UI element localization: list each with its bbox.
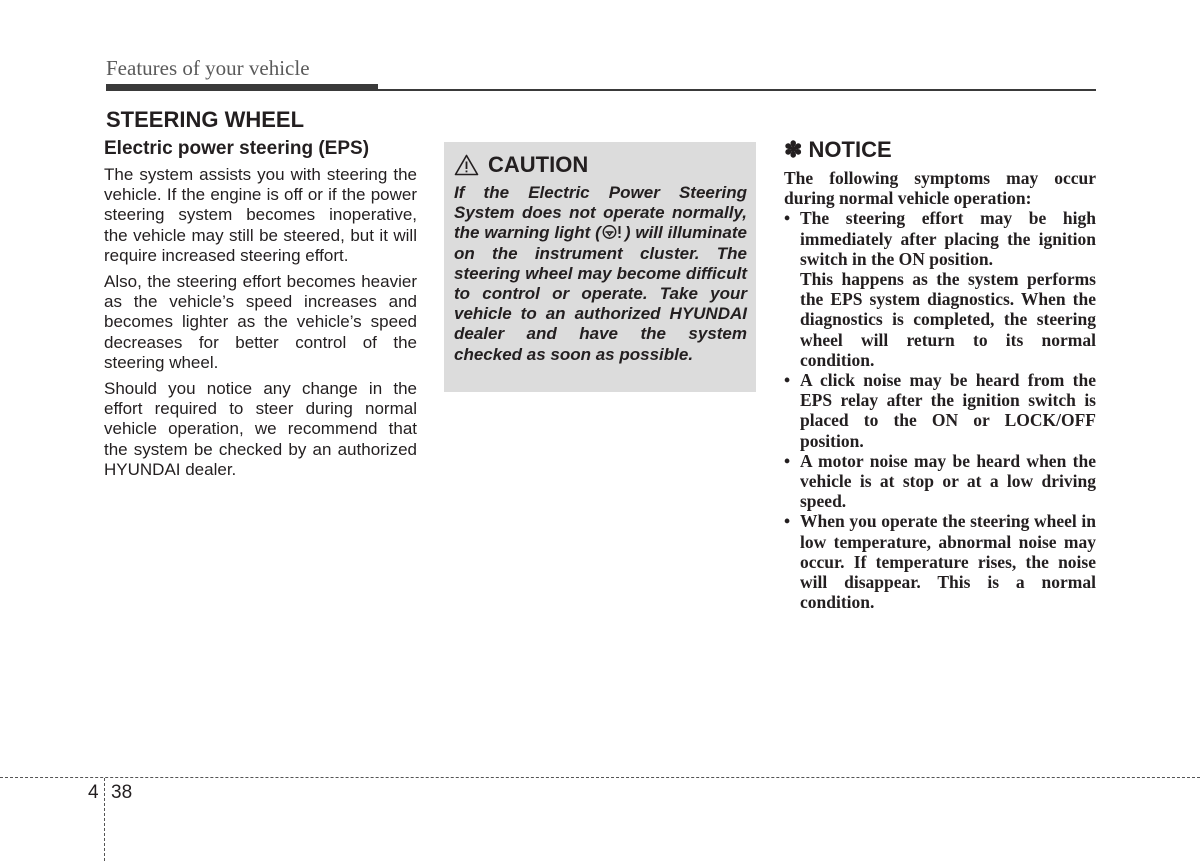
bullet: •	[784, 208, 791, 229]
notice-intro: The following symptoms may occur during normal vehicle operation:	[784, 168, 1096, 209]
notice-item-text: A motor noise may be heard when the vehicle is at stop or at a low driving speed.	[800, 450, 1096, 512]
page-number: 38	[111, 782, 133, 803]
eps-column	[104, 138, 417, 486]
eps-paragraph: Should you notice any change in the effort required to steer during normal vehicle operation, we recommend that the system be checked by an authorized HYUNDAI dealer.	[104, 379, 417, 479]
notice-list	[784, 208, 1096, 612]
caution-text	[454, 183, 747, 365]
notice-title: ✽ NOTICE	[784, 137, 892, 162]
notice-item	[784, 511, 1096, 612]
notice-section	[784, 137, 1096, 612]
caution-text-before: If the Electric Power Steering System does not operate normally, the warning light (	[454, 183, 747, 243]
footer-divider	[0, 777, 1200, 778]
notice-item-text: A click noise may be heard from the EPS relay after the ignition switch is placed to the ON or LOCK/OFF position.	[800, 370, 1096, 451]
chapter-number: 4	[88, 782, 99, 803]
notice-item	[784, 208, 1096, 370]
bullet: •	[784, 511, 791, 532]
eps-heading: Electric power steering (EPS)	[104, 138, 370, 159]
notice-item-text: The steering effort may be high immediately after placing the ignition switch in the ON position.	[800, 208, 1096, 269]
caution-text-after: ) will illuminate on the instrument cluster. The steering wheel may become difficult to control or operate. Take your vehicle to an authorized HYUNDAI dealer and have the system checked as soon as possible.	[454, 223, 747, 364]
section-title: STEERING WHEEL	[106, 107, 305, 132]
header-title: Features of your vehicle	[106, 56, 310, 80]
caution-box	[444, 142, 756, 392]
eps-paragraph: Also, the steering effort becomes heavier as the vehicle’s speed increases and becomes lighter as the vehicle’s speed decreases for better control of the steering wheel.	[104, 272, 417, 372]
footer-vertical-divider	[104, 778, 105, 861]
notice-item-text: When you operate the steering wheel in low temperature, abnormal noise may occur. If temperature rises, the noise will disappear. This is a normal condition.	[800, 511, 1096, 613]
caution-title: CAUTION	[488, 152, 589, 177]
warning-triangle-icon	[454, 154, 479, 176]
header-rule-accent	[106, 84, 378, 91]
caution-heading	[454, 151, 747, 179]
notice-item-text: This happens as the system performs the EPS system diagnostics. When the diagnostics is completed, the steering wheel will return to its normal condition.	[800, 269, 1096, 370]
eps-paragraph: The system assists you with steering the vehicle. If the engine is off or if the power steering system becomes inoperative, the vehicle may still be steered, but it will require increased steering effort.	[104, 165, 417, 265]
bullet: •	[784, 370, 791, 391]
notice-item	[784, 370, 1096, 451]
bullet: •	[784, 450, 791, 471]
notice-item	[784, 451, 1096, 512]
eps-warning-light-icon	[602, 224, 624, 240]
